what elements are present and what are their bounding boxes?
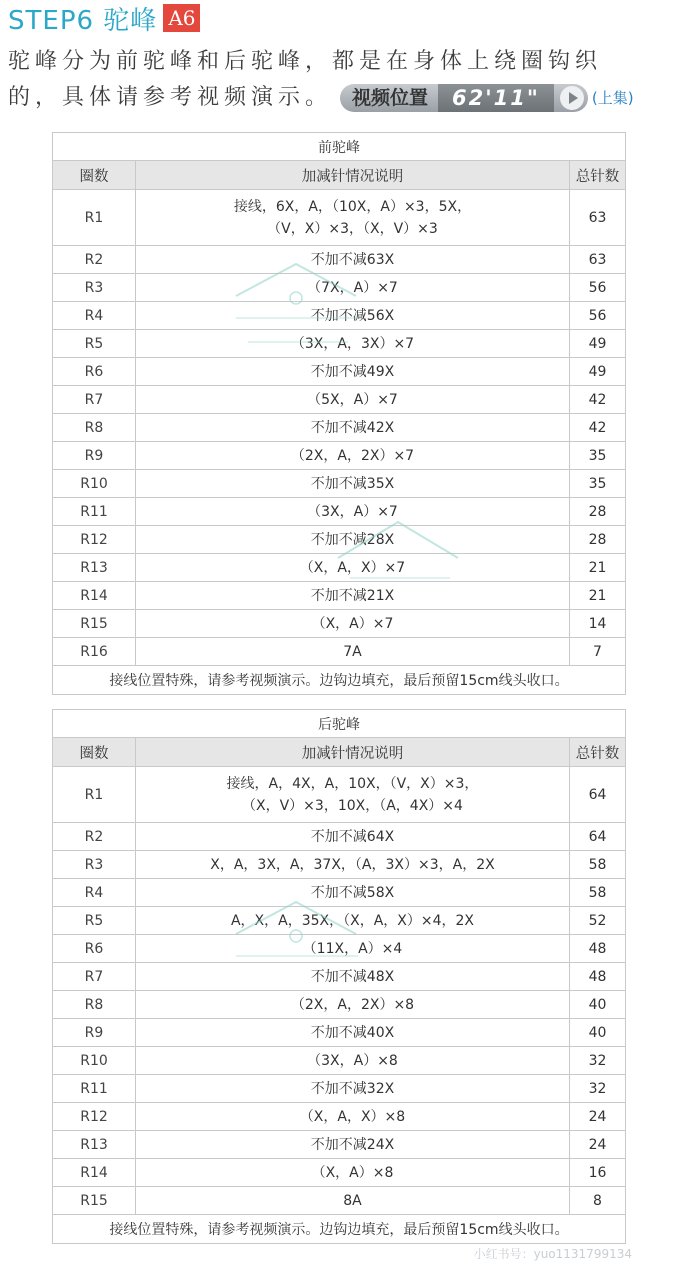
round-cell: R12 — [53, 1103, 136, 1131]
instruction-line: （3X，A）×8 — [307, 1052, 398, 1069]
column-header-instruction: 加减针情况说明 — [136, 161, 570, 190]
total-cell: 40 — [569, 991, 625, 1019]
round-cell: R11 — [53, 1075, 136, 1103]
back-hump-table — [52, 709, 626, 1244]
instruction-cell — [136, 1075, 570, 1103]
instruction-line: 接线，6X，A，（10X，A）×3，5X， — [233, 198, 472, 215]
instruction-line: （X，A，X）×7 — [299, 559, 406, 576]
round-cell: R7 — [53, 963, 136, 991]
table-row — [53, 386, 626, 414]
table-row — [53, 638, 626, 666]
total-cell: 42 — [569, 386, 625, 414]
round-cell: R6 — [53, 358, 136, 386]
instruction-line: （5X，A）×7 — [307, 391, 398, 408]
instruction-line: （X，A，X）×8 — [299, 1108, 406, 1125]
table-title: 前驼峰 — [53, 133, 626, 161]
total-cell: 52 — [569, 907, 625, 935]
intro-paragraph — [8, 44, 672, 116]
instruction-line: 7A — [343, 643, 362, 660]
column-header-total: 总针数 — [569, 161, 625, 190]
table-row — [53, 935, 626, 963]
table-row — [53, 330, 626, 358]
instruction-line: （V，X）×3，（X，V）×3 — [267, 220, 438, 237]
total-cell: 21 — [569, 582, 625, 610]
instruction-cell — [136, 274, 570, 302]
instruction-cell — [136, 582, 570, 610]
instruction-cell — [136, 1019, 570, 1047]
total-cell: 56 — [569, 274, 625, 302]
total-cell: 28 — [569, 498, 625, 526]
table-row — [53, 1047, 626, 1075]
instruction-cell — [136, 386, 570, 414]
round-cell: R15 — [53, 610, 136, 638]
total-cell: 32 — [569, 1047, 625, 1075]
instruction-cell — [136, 1187, 570, 1215]
round-cell: R13 — [53, 1131, 136, 1159]
video-position-label: 视频位置 — [352, 87, 429, 109]
table-row — [53, 1075, 626, 1103]
total-cell: 48 — [569, 935, 625, 963]
instruction-cell — [136, 963, 570, 991]
total-cell: 14 — [569, 610, 625, 638]
instruction-cell — [136, 638, 570, 666]
instruction-cell — [136, 991, 570, 1019]
table-row — [53, 963, 626, 991]
total-cell: 58 — [569, 879, 625, 907]
total-cell: 24 — [569, 1131, 625, 1159]
instruction-line: （2X，A，2X）×7 — [290, 447, 415, 464]
table-row — [53, 767, 626, 823]
round-cell: R2 — [53, 246, 136, 274]
round-cell: R6 — [53, 935, 136, 963]
total-cell: 58 — [569, 851, 625, 879]
table-row — [53, 554, 626, 582]
instruction-cell — [136, 1103, 570, 1131]
table-row — [53, 526, 626, 554]
round-cell: R14 — [53, 582, 136, 610]
table-row — [53, 610, 626, 638]
total-cell: 63 — [569, 246, 625, 274]
instruction-line: （X，A）×7 — [311, 615, 394, 632]
total-cell: 35 — [569, 470, 625, 498]
table-row — [53, 1187, 626, 1215]
total-cell: 24 — [569, 1103, 625, 1131]
round-cell: R7 — [53, 386, 136, 414]
round-cell: R5 — [53, 330, 136, 358]
intro-line-2: 的，具体请参考视频演示。 — [8, 85, 333, 110]
play-icon[interactable] — [560, 86, 584, 110]
round-cell: R10 — [53, 470, 136, 498]
instruction-line: 不加不减24X — [310, 1136, 395, 1153]
instruction-cell — [136, 907, 570, 935]
instruction-line: 不加不减32X — [310, 1080, 395, 1097]
round-cell: R2 — [53, 823, 136, 851]
table-title: 后驼峰 — [53, 710, 626, 738]
instruction-line: 不加不减49X — [310, 363, 395, 380]
instruction-line: 不加不减64X — [310, 828, 395, 845]
table-row — [53, 358, 626, 386]
step-badge: A6 — [163, 4, 200, 32]
total-cell: 40 — [569, 1019, 625, 1047]
video-position-button[interactable] — [340, 84, 588, 112]
table-row — [53, 1131, 626, 1159]
column-header-total: 总针数 — [569, 738, 625, 767]
round-cell: R12 — [53, 526, 136, 554]
instruction-cell — [136, 610, 570, 638]
table-note: 接线位置特殊，请参考视频演示。边钩边填充，最后预留15cm线头收口。 — [53, 666, 626, 695]
instruction-cell — [136, 414, 570, 442]
instruction-line: 不加不减56X — [310, 307, 395, 324]
instruction-cell — [136, 1131, 570, 1159]
table-row — [53, 907, 626, 935]
table-row — [53, 246, 626, 274]
column-header-instruction: 加减针情况说明 — [136, 738, 570, 767]
instruction-cell — [136, 470, 570, 498]
total-cell: 48 — [569, 963, 625, 991]
instruction-line: （X，V）×3，10X，（A，4X）×4 — [242, 797, 463, 814]
instruction-line: X，A，3X，A，37X，（A，3X）×3，A，2X — [210, 856, 495, 873]
total-cell: 49 — [569, 358, 625, 386]
total-cell: 16 — [569, 1159, 625, 1187]
instruction-line: 接线，A，4X，A，10X，（V，X）×3， — [226, 775, 479, 792]
footer-watermark: 小红书号：yuo1131799134 — [473, 1247, 632, 1261]
intro-line-2-row — [8, 80, 672, 116]
total-cell: 42 — [569, 414, 625, 442]
step-title: STEP6 驼峰 — [8, 5, 158, 36]
instruction-cell — [136, 1159, 570, 1187]
instruction-line: 8A — [343, 1192, 362, 1209]
instruction-line: 不加不减21X — [310, 587, 395, 604]
instruction-cell — [136, 823, 570, 851]
instruction-line: 不加不减48X — [310, 968, 395, 985]
table-row — [53, 823, 626, 851]
instruction-line: 不加不减42X — [310, 419, 395, 436]
total-cell: 64 — [569, 767, 625, 823]
front-hump-table — [52, 132, 626, 695]
round-cell: R3 — [53, 274, 136, 302]
instruction-line: 不加不减58X — [310, 884, 395, 901]
instruction-line: （11X，A）×4 — [302, 940, 403, 957]
instruction-line: （X，A）×8 — [311, 1164, 394, 1181]
round-cell: R1 — [53, 767, 136, 823]
table-row — [53, 302, 626, 330]
instruction-cell — [136, 554, 570, 582]
instruction-cell — [136, 526, 570, 554]
instruction-cell — [136, 498, 570, 526]
round-cell: R13 — [53, 554, 136, 582]
instruction-cell — [136, 302, 570, 330]
instruction-line: 不加不减35X — [310, 475, 395, 492]
table-row — [53, 1103, 626, 1131]
instruction-cell — [136, 851, 570, 879]
round-cell: R9 — [53, 442, 136, 470]
round-cell: R8 — [53, 414, 136, 442]
previous-episode-link[interactable]: (上集) — [591, 89, 634, 107]
video-timestamp: 62'11" — [438, 84, 554, 112]
table-note: 接线位置特殊，请参考视频演示。边钩边填充，最后预留15cm线头收口。 — [53, 1215, 626, 1244]
instruction-line: A，X，A，35X，（X，A，X）×4，2X — [230, 912, 475, 929]
instruction-line: （2X，A，2X）×8 — [290, 996, 415, 1013]
table-row — [53, 1159, 626, 1187]
instruction-line: 不加不减63X — [310, 251, 395, 268]
instruction-line: （3X，A，3X）×7 — [290, 335, 415, 352]
total-cell: 49 — [569, 330, 625, 358]
instruction-cell — [136, 879, 570, 907]
table-row — [53, 274, 626, 302]
table-row — [53, 879, 626, 907]
instruction-line: 不加不减28X — [310, 531, 395, 548]
round-cell: R1 — [53, 190, 136, 246]
total-cell: 63 — [569, 190, 625, 246]
table-row — [53, 470, 626, 498]
round-cell: R5 — [53, 907, 136, 935]
intro-line-1: 驼峰分为前驼峰和后驼峰，都是在身体上绕圈钩织 — [8, 49, 603, 74]
table-row — [53, 498, 626, 526]
total-cell: 32 — [569, 1075, 625, 1103]
instruction-cell — [136, 442, 570, 470]
table-row — [53, 414, 626, 442]
table-row — [53, 991, 626, 1019]
total-cell: 56 — [569, 302, 625, 330]
round-cell: R11 — [53, 498, 136, 526]
instruction-cell — [136, 246, 570, 274]
step-header — [8, 2, 200, 34]
round-cell: R8 — [53, 991, 136, 1019]
total-cell: 35 — [569, 442, 625, 470]
table-row — [53, 190, 626, 246]
round-cell: R4 — [53, 302, 136, 330]
instruction-cell — [136, 358, 570, 386]
instruction-cell — [136, 330, 570, 358]
instruction-cell — [136, 767, 570, 823]
instruction-line: 不加不减40X — [310, 1024, 395, 1041]
round-cell: R10 — [53, 1047, 136, 1075]
round-cell: R9 — [53, 1019, 136, 1047]
instruction-cell — [136, 190, 570, 246]
instruction-line: （7X，A）×7 — [307, 279, 398, 296]
instruction-cell — [136, 1047, 570, 1075]
table-row — [53, 851, 626, 879]
table-row — [53, 442, 626, 470]
total-cell: 64 — [569, 823, 625, 851]
table-row — [53, 582, 626, 610]
column-header-round: 圈数 — [53, 161, 136, 190]
round-cell: R15 — [53, 1187, 136, 1215]
round-cell: R4 — [53, 879, 136, 907]
round-cell: R14 — [53, 1159, 136, 1187]
total-cell: 8 — [569, 1187, 625, 1215]
total-cell: 28 — [569, 526, 625, 554]
column-header-round: 圈数 — [53, 738, 136, 767]
total-cell: 7 — [569, 638, 625, 666]
round-cell: R16 — [53, 638, 136, 666]
round-cell: R3 — [53, 851, 136, 879]
total-cell: 21 — [569, 554, 625, 582]
instruction-cell — [136, 935, 570, 963]
instruction-line: （3X，A）×7 — [307, 503, 398, 520]
table-row — [53, 1019, 626, 1047]
